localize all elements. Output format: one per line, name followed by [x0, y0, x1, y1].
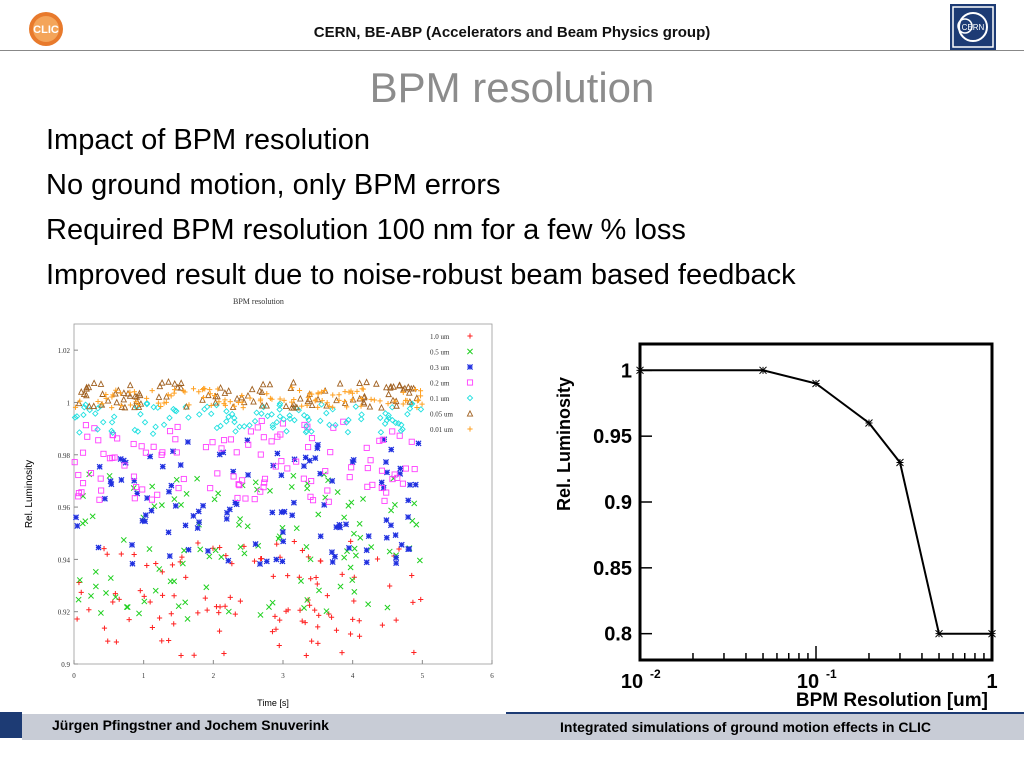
data-point	[281, 539, 286, 544]
data-point	[75, 523, 80, 528]
data-point	[332, 554, 337, 559]
x-tick-label: 6	[490, 672, 494, 680]
data-point	[384, 470, 389, 475]
data-point	[416, 441, 421, 446]
data-point	[282, 509, 287, 514]
y-axis-label: Rel. Luminosity	[554, 376, 574, 512]
data-point	[989, 630, 996, 637]
line-chart	[548, 338, 1008, 710]
data-point	[186, 547, 191, 552]
data-point	[196, 509, 201, 514]
data-point	[393, 533, 398, 538]
x-tick-exponent: -2	[650, 667, 661, 681]
data-point	[383, 459, 388, 464]
data-point	[224, 516, 229, 521]
y-tick-label: 0.94	[57, 556, 70, 565]
scatter-chart	[18, 294, 508, 712]
data-point	[330, 559, 335, 564]
chart-title: BPM resolution	[233, 297, 284, 306]
legend-label: 0.01 um	[430, 426, 453, 434]
data-point	[760, 367, 767, 374]
data-point	[896, 459, 903, 466]
footer-authors: Jürgen Pfingstner and Jochem Snuverink	[52, 717, 329, 733]
slide-title: BPM resolution	[369, 64, 655, 111]
cern-logo-icon	[950, 4, 996, 50]
bullet-item: Required BPM resolution 100 nm for a few % loss	[46, 214, 686, 246]
data-point	[405, 514, 410, 519]
x-axis-label: Time [s]	[257, 698, 289, 708]
data-point	[291, 500, 296, 505]
x-tick-label: 0	[72, 672, 76, 680]
legend-label: 0.5 um	[430, 348, 450, 357]
y-axis-label: Rel. Luminosity	[24, 459, 35, 529]
y-tick-label: 0.95	[593, 426, 632, 449]
x-tick-label: 4	[350, 672, 355, 680]
x-tick-label: 10	[796, 671, 820, 693]
data-point	[173, 503, 178, 508]
data-point	[253, 541, 258, 546]
data-point	[307, 458, 312, 463]
data-point	[318, 534, 323, 539]
data-point	[346, 545, 351, 550]
data-point	[224, 510, 229, 515]
y-tick-label: 0.9	[604, 492, 632, 514]
x-tick-label: 2	[211, 672, 216, 680]
data-point	[394, 561, 399, 566]
data-point	[364, 548, 369, 553]
data-point	[813, 380, 820, 387]
data-point	[102, 496, 107, 501]
legend-label: 1.0 um	[430, 333, 450, 341]
data-point	[301, 463, 306, 468]
y-tick-label: 0.98	[57, 451, 70, 460]
y-tick-label: 1.02	[57, 347, 70, 356]
legend-label: 0.1 um	[430, 395, 450, 403]
legend-label: 0.05 um	[430, 410, 453, 419]
footer-talk-title: Integrated simulations of ground motion effects in CLIC	[560, 719, 932, 735]
data-point	[142, 519, 147, 524]
data-point	[313, 455, 318, 460]
data-point	[96, 545, 101, 550]
x-tick-exponent: -1	[826, 667, 837, 681]
data-point	[160, 464, 165, 469]
data-point	[936, 630, 943, 637]
x-tick-label: 10	[620, 671, 644, 693]
y-tick-label: 0.92	[57, 608, 70, 617]
header-title: CERN, BE-ABP (Accelerators and Beam Physics group)	[313, 24, 711, 41]
data-point	[231, 469, 236, 474]
data-point	[318, 471, 323, 476]
x-tick-label: 5	[420, 672, 425, 680]
data-point	[329, 550, 334, 555]
data-point	[637, 367, 644, 374]
data-point	[143, 513, 148, 518]
header-rule	[0, 50, 1024, 51]
data-point	[315, 442, 320, 447]
data-point	[406, 498, 411, 503]
data-point	[343, 522, 348, 527]
data-point	[280, 529, 285, 534]
data-point	[379, 480, 384, 485]
cern-logo-text: CERN	[961, 23, 985, 32]
data-point	[109, 482, 114, 487]
data-point	[169, 483, 174, 488]
bullet-item: No ground motion, only BPM errors	[46, 169, 501, 201]
data-point	[185, 439, 190, 444]
data-point	[196, 520, 201, 525]
data-point	[279, 473, 284, 478]
data-point	[275, 451, 280, 456]
data-point	[399, 542, 404, 547]
data-point	[119, 477, 124, 482]
data-point	[384, 535, 389, 540]
data-point	[183, 523, 188, 528]
data-point	[398, 466, 403, 471]
data-point	[200, 503, 205, 508]
data-point	[337, 525, 342, 530]
data-point	[388, 523, 393, 528]
data-point	[245, 472, 250, 477]
data-point	[167, 553, 172, 558]
data-point	[257, 561, 262, 566]
data-point	[280, 559, 285, 564]
plot-frame	[640, 344, 992, 660]
footer-accent-bar	[0, 712, 22, 738]
data-point	[393, 555, 398, 560]
cern-logo	[950, 4, 996, 50]
data-point	[166, 489, 171, 494]
data-point	[191, 513, 196, 518]
x-tick-label: 1	[986, 671, 998, 693]
data-point	[97, 464, 102, 469]
data-point	[366, 534, 371, 539]
y-tick-label: 1	[620, 360, 632, 383]
data-point	[384, 518, 389, 523]
x-tick-label: 3	[281, 672, 285, 680]
bullet-item: Impact of BPM resolution	[46, 124, 370, 156]
data-point	[290, 513, 295, 518]
y-tick-label: 1	[66, 399, 70, 408]
data-point	[130, 561, 135, 566]
y-tick-label: 0.8	[604, 623, 632, 646]
data-point	[166, 530, 171, 535]
data-point	[205, 548, 210, 553]
y-tick-label: 0.9	[61, 661, 70, 669]
data-point	[226, 558, 231, 563]
data-point	[178, 462, 183, 467]
y-tick-label: 0.96	[57, 504, 70, 513]
data-point	[364, 560, 369, 565]
data-point	[865, 420, 872, 427]
data-point	[413, 482, 418, 487]
data-point	[330, 478, 335, 483]
x-tick-label: 1	[141, 672, 146, 680]
legend-label: 0.3 um	[430, 364, 450, 372]
data-point	[264, 559, 269, 564]
data-point	[274, 557, 279, 562]
data-point	[389, 447, 394, 452]
data-point	[149, 508, 154, 513]
data-point	[351, 457, 356, 462]
y-tick-label: 0.85	[593, 557, 632, 580]
data-point	[129, 542, 134, 547]
data-point	[467, 364, 472, 369]
x-axis-label: BPM Resolution [um]	[795, 690, 988, 710]
data-point	[195, 525, 200, 530]
clic-logo-text: CLIC	[33, 24, 59, 36]
data-point	[73, 515, 78, 520]
legend-label: 0.2 um	[430, 379, 450, 388]
bullet-item: Improved result due to noise-robust beam based feedback	[46, 259, 796, 291]
data-point	[270, 510, 275, 515]
data-point	[406, 547, 411, 552]
data-point	[407, 482, 412, 487]
